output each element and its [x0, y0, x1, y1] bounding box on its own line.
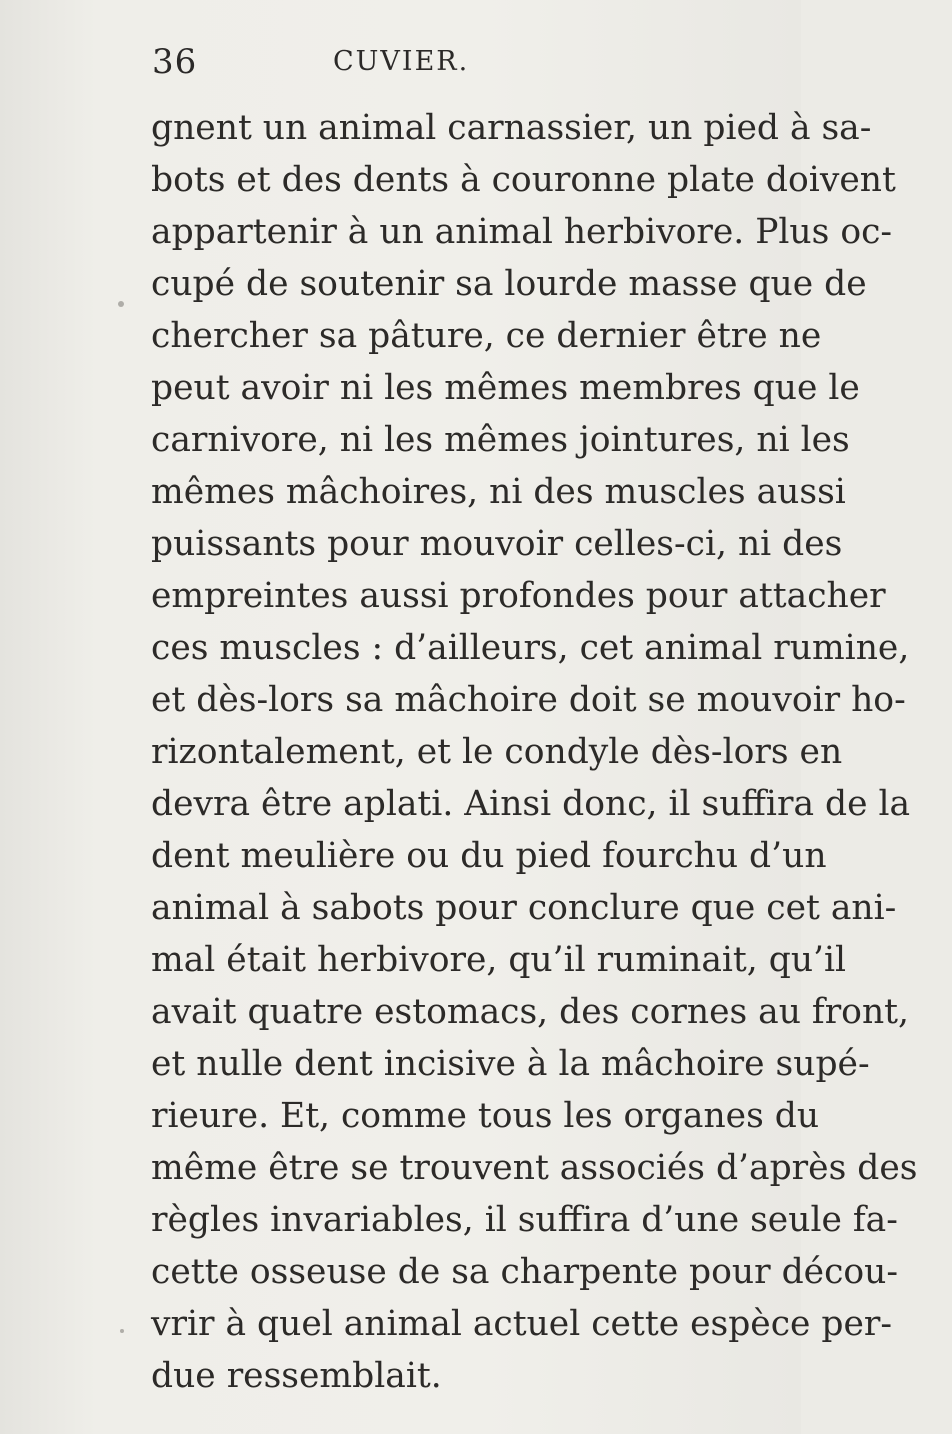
running-head: CUVIER. — [333, 46, 470, 77]
text-line: animal à sabots pour conclure que cet ani- — [151, 888, 897, 928]
paper-speck — [120, 1329, 124, 1333]
text-line: mêmes mâchoires, ni des muscles aussi — [151, 472, 846, 512]
page-number: 36 — [152, 42, 198, 82]
text-line: cupé de soutenir sa lourde masse que de — [151, 264, 867, 304]
text-line: appartenir à un animal herbivore. Plus oc- — [151, 212, 893, 252]
text-line: rizontalement, et le condyle dès-lors en — [151, 732, 843, 772]
text-line: même être se trouvent associés d’après des — [151, 1148, 918, 1188]
text-line: ces muscles : d’ailleurs, cet animal rumine, — [151, 628, 910, 668]
text-line: règles invariables, il suffira d’une seule fa- — [151, 1200, 898, 1240]
text-line: dent meulière ou du pied fourchu d’un — [151, 836, 827, 876]
page-header — [0, 38, 801, 88]
text-line: due ressemblait. — [151, 1356, 442, 1396]
text-line: rieure. Et, comme tous les organes du — [151, 1096, 820, 1136]
text-line: mal était herbivore, qu’il ruminait, qu’il — [151, 940, 847, 980]
text-line: et nulle dent incisive à la mâchoire supé- — [151, 1044, 870, 1084]
text-line: devra être aplati. Ainsi donc, il suffira de la — [151, 784, 911, 824]
text-line: cette osseuse de sa charpente pour décou- — [151, 1252, 899, 1292]
text-line: et dès-lors sa mâchoire doit se mouvoir ho- — [151, 680, 906, 720]
text-line: bots et des dents à couronne plate doivent — [151, 160, 896, 200]
text-line: avait quatre estomacs, des cornes au front, — [151, 992, 910, 1032]
text-line: chercher sa pâture, ce dernier être ne — [151, 316, 822, 356]
text-line: gnent un animal carnassier, un pied à sa- — [151, 108, 872, 148]
text-line: carnivore, ni les mêmes jointures, ni les — [151, 420, 850, 460]
paper-speck — [118, 301, 124, 307]
text-line: empreintes aussi profondes pour attacher — [151, 576, 886, 616]
text-line: puissants pour mouvoir celles-ci, ni des — [151, 524, 843, 564]
text-line: peut avoir ni les mêmes membres que le — [151, 368, 860, 408]
text-line: vrir à quel animal actuel cette espèce per- — [151, 1304, 893, 1344]
